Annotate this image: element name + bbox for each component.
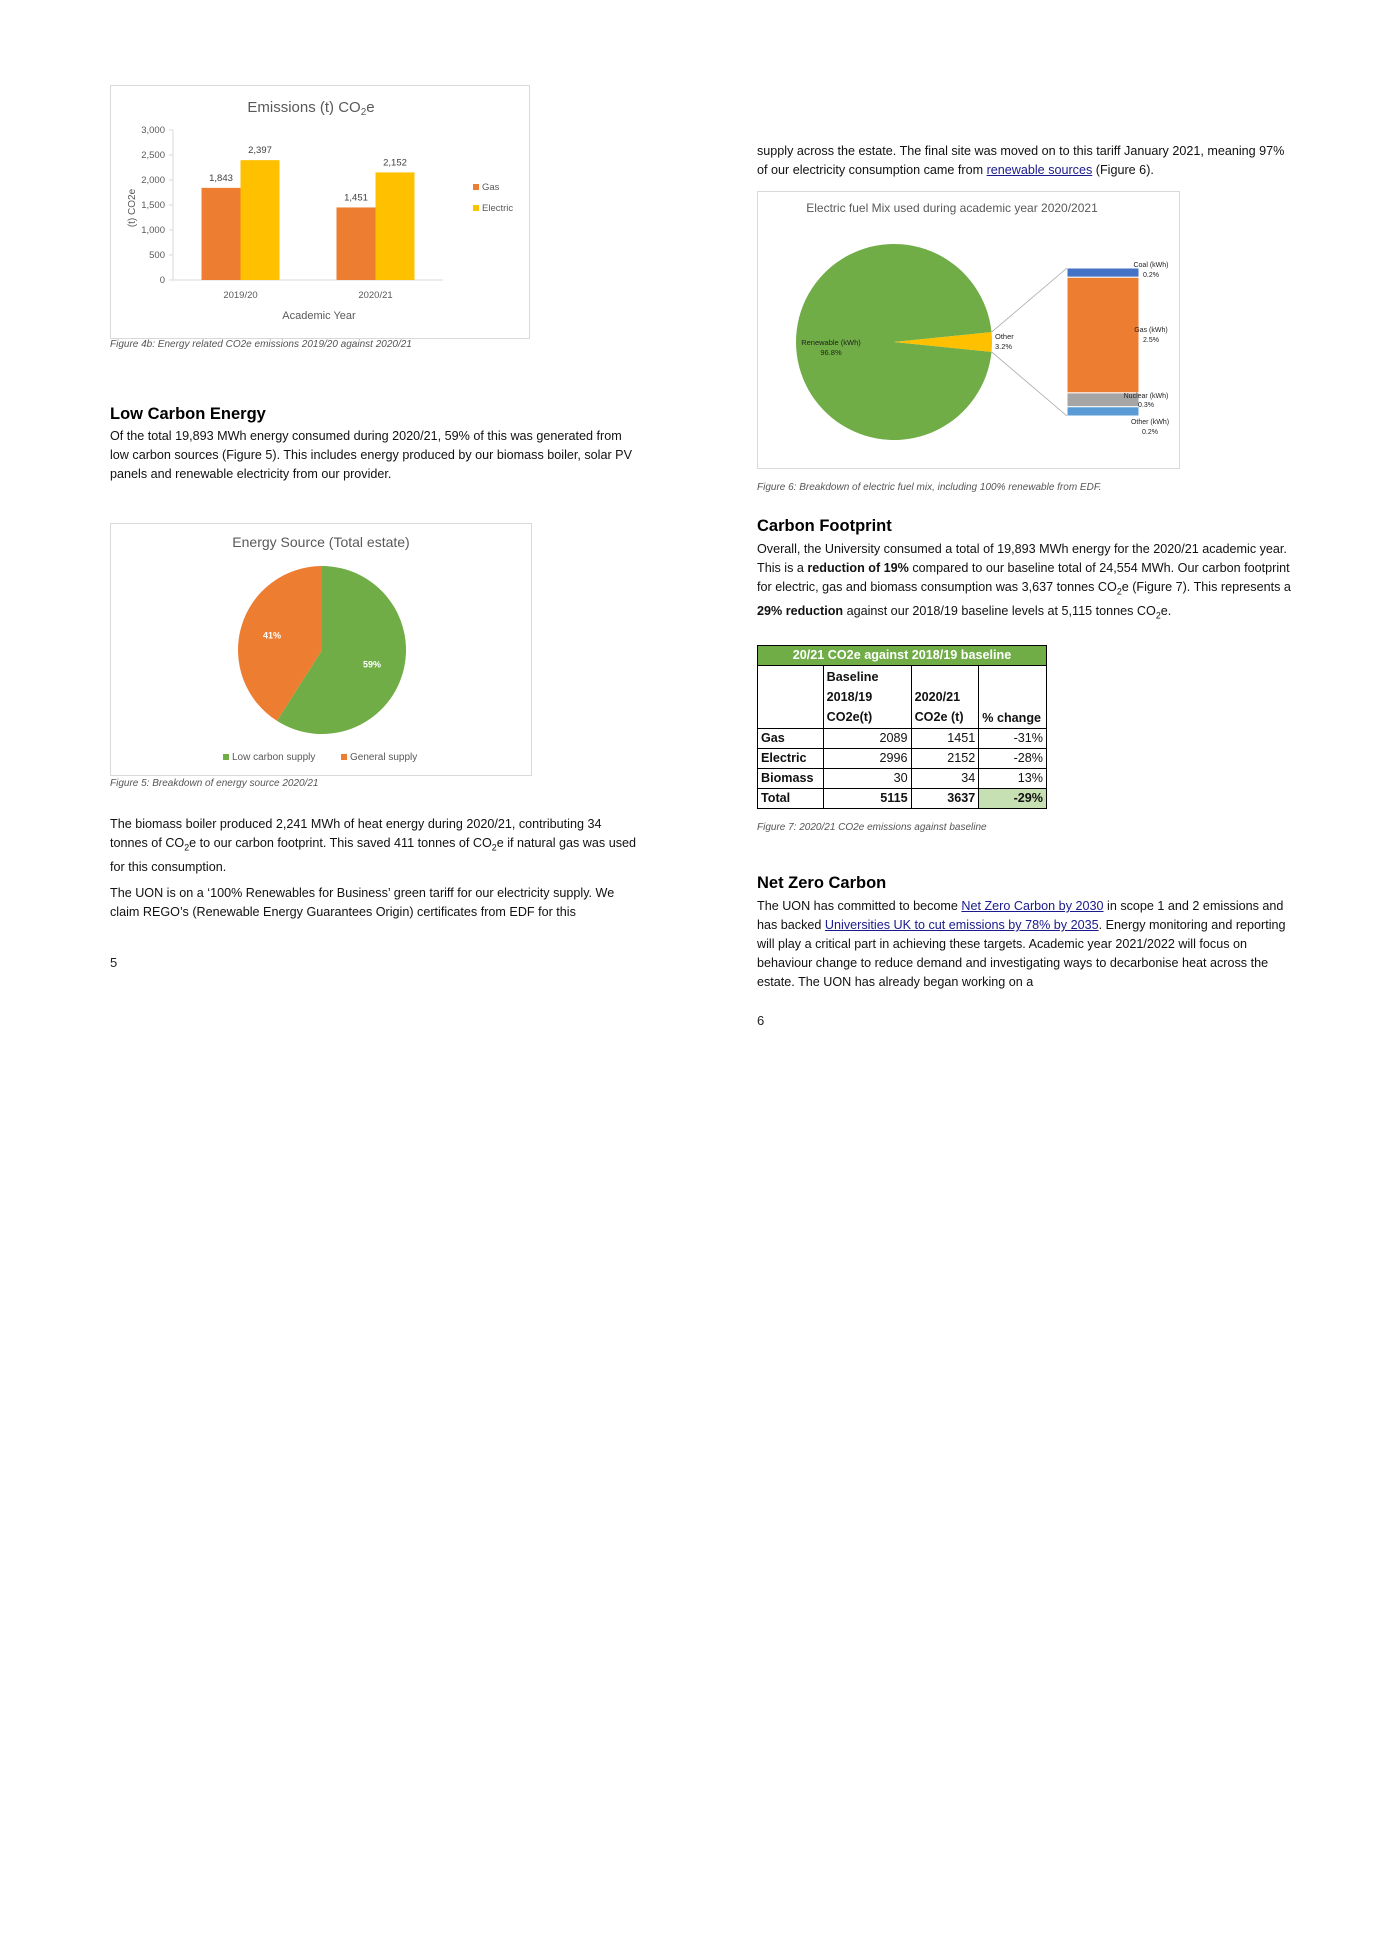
carbon-text-3: e (Figure 7). This represents a <box>1121 580 1291 594</box>
carbon-footprint-paragraph <box>757 540 1292 632</box>
y-tick-label: 1,500 <box>141 200 165 211</box>
renewable-text-1: supply across the estate. The final site was moved on to this tariff January 2021, meaning 97% of our electricity consumption came from <box>757 144 1285 177</box>
chart-title-tail: e <box>366 99 375 116</box>
energy-source-pie-svg <box>111 524 531 775</box>
breakdown-label: Coal (kWh) <box>1133 262 1169 269</box>
row-baseline: 2089 <box>823 729 911 749</box>
universities-uk-link[interactable]: Universities UK to cut emissions by 78% by 2035 <box>824 918 1099 932</box>
pie-data-label: Renewable (kWh) <box>801 338 861 347</box>
renewable-sources-link[interactable]: renewable sources <box>986 163 1093 177</box>
chart-title <box>247 99 374 118</box>
bar <box>202 188 241 280</box>
bar-data-label: 2,397 <box>248 145 272 157</box>
header-baseline-2: 2018/19 <box>826 690 873 704</box>
bar-data-label: 2,152 <box>383 157 407 169</box>
y-tick-label: 2,500 <box>141 150 165 161</box>
connector-line <box>992 352 1067 416</box>
bar-data-label: 1,451 <box>344 192 368 204</box>
carbon-footprint-text <box>757 540 1292 625</box>
legend-swatch <box>473 184 479 190</box>
uon-tariff-paragraph: The UON is on a ‘100% Renewables for Business’ green tariff for our electricity supply. We claim REGO’s (Renewable Energy Guarantees Origin) certificates from EDF for this <box>110 885 615 919</box>
net-zero-text-2: in scope 1 and 2 emissions and has backed <box>757 899 1284 932</box>
emissions-bar-chart-svg <box>111 86 529 338</box>
breakdown-bar-segment <box>1067 407 1139 416</box>
net-zero-2030-link[interactable]: Net Zero Carbon by 2030 <box>961 899 1104 913</box>
legend-label: Electric <box>482 203 514 214</box>
emissions-bar-chart <box>110 85 530 339</box>
row-baseline: 2996 <box>823 749 911 769</box>
bar <box>241 160 280 280</box>
energy-source-pie-chart <box>110 523 532 776</box>
subscript-2: 2 <box>1155 610 1161 621</box>
y-tick-label: 1,000 <box>141 225 165 236</box>
y-tick-label: 500 <box>149 250 165 261</box>
row-current: 2152 <box>911 749 979 769</box>
legend-label: Low carbon supply <box>232 752 316 763</box>
row-label: Electric <box>758 749 824 769</box>
x-tick-label: 2020/21 <box>358 290 393 301</box>
net-zero-text-1: The UON has committed to become <box>757 899 962 913</box>
electric-fuel-mix-svg <box>758 192 1179 468</box>
carbon-bold-1: reduction of 19% <box>807 561 909 575</box>
bar-plot-area <box>141 125 513 301</box>
pie-title: Energy Source (Total estate) <box>232 534 410 550</box>
net-zero-text <box>757 897 1292 992</box>
header-change: % change <box>979 666 1047 729</box>
y-tick-label: 3,000 <box>141 125 165 136</box>
fuel-mix-plot <box>796 244 1169 440</box>
biomass-text-1: The biomass boiler produced 2,241 MWh of heat energy during 2020/21, contributing 34 tonnes of CO <box>110 817 602 850</box>
figure-4b-caption: Figure 4b: Energy related CO2e emissions 2019/20 against 2020/21 <box>110 339 412 350</box>
row-current: 34 <box>911 769 979 789</box>
fuel-mix-title: Electric fuel Mix used during academic year 2020/2021 <box>806 201 1098 215</box>
carbon-text-2: compared to our baseline total of 24,554 MWh. Our carbon footprint for electric, gas and biomass consumption was 3,637 tonnes CO <box>757 561 1290 594</box>
legend-swatch <box>223 754 229 760</box>
breakdown-value: 0.2% <box>1143 272 1159 279</box>
breakdown-value: 0.3% <box>1138 402 1154 409</box>
y-tick-label: 0 <box>159 275 165 286</box>
header-baseline <box>823 666 911 729</box>
figure-6-caption: Figure 6: Breakdown of electric fuel mix, including 100% renewable from EDF. <box>757 482 1102 493</box>
renewable-text <box>757 142 1292 180</box>
breakdown-label: Gas (kWh) <box>1134 327 1168 334</box>
breakdown-label: Nuclear (kWh) <box>1123 393 1169 400</box>
breakdown-bar-segment <box>1067 268 1139 277</box>
row-change: -28% <box>979 749 1047 769</box>
header-empty-cell <box>758 666 824 729</box>
pie-data-label: 41% <box>262 630 281 641</box>
table-total-row <box>758 789 1047 809</box>
bar <box>337 207 376 280</box>
net-zero-heading: Net Zero Carbon <box>757 874 887 892</box>
row-current: 1451 <box>911 729 979 749</box>
breakdown-value: 2.5% <box>1143 337 1159 344</box>
header-baseline-3: CO2e(t) <box>826 710 873 724</box>
y-axis-label: (t) CO2e <box>127 188 138 228</box>
biomass-text-3: e if natural gas was used for this consumption. <box>110 836 637 874</box>
table-title: 20/21 CO2e against 2018/19 baseline <box>758 646 1047 666</box>
chart-title-main: Emissions (t) CO <box>247 99 361 116</box>
low-carbon-paragraph <box>110 427 640 491</box>
breakdown-bar-segment <box>1067 277 1139 393</box>
net-zero-paragraph <box>757 897 1292 999</box>
connector-line <box>992 268 1067 332</box>
biomass-text-2: e to our carbon footprint. This saved 411 tonnes of CO <box>189 836 492 850</box>
x-axis-label: Academic Year <box>282 310 356 322</box>
row-label: Biomass <box>758 769 824 789</box>
row-baseline: 30 <box>823 769 911 789</box>
table-row <box>758 769 1047 789</box>
figure-5-caption: Figure 5: Breakdown of energy source 2020/21 <box>110 778 319 789</box>
y-tick-label: 2,000 <box>141 175 165 186</box>
legend-swatch <box>473 205 479 211</box>
row-label: Total <box>758 789 824 809</box>
pie-legend <box>223 752 417 763</box>
carbon-text-1: Overall, the University consumed a total of 19,893 MWh energy for the 2020/21 academic year. This is a <box>757 542 1287 575</box>
row-label: Gas <box>758 729 824 749</box>
renewable-paragraph <box>757 142 1292 187</box>
pie-data-label: Other <box>995 332 1014 341</box>
low-carbon-text: Of the total 19,893 MWh energy consumed during 2020/21, 59% of this was generated from low carbon sources (Figure 5). This includes energy produced by our biomass boiler, solar PV panels and renewable electricity from our provider. <box>110 429 632 481</box>
chart-title-sub: 2 <box>360 107 367 118</box>
breakdown-value: 0.2% <box>1142 429 1158 436</box>
page-number-right: 6 <box>757 1013 765 1028</box>
carbon-bold-2: 29% reduction <box>757 603 844 618</box>
table-header-row <box>758 666 1047 729</box>
page-number-left: 5 <box>110 955 118 970</box>
carbon-text-4: against our 2018/19 baseline levels at 5,115 tonnes CO <box>843 603 1156 618</box>
header-current-2: CO2e (t) <box>914 710 964 724</box>
subscript-2: 2 <box>491 842 497 853</box>
carbon-footprint-heading: Carbon Footprint <box>757 517 892 535</box>
pie-data-label: 3.2% <box>995 342 1013 351</box>
renewable-text-2: (Figure 6). <box>1092 163 1154 177</box>
table-row <box>758 749 1047 769</box>
low-carbon-heading: Low Carbon Energy <box>110 405 266 423</box>
figure-7-caption: Figure 7: 2020/21 CO2e emissions against baseline <box>757 822 987 833</box>
electric-fuel-mix-chart <box>757 191 1180 469</box>
co2e-baseline-table <box>757 645 1047 809</box>
pie-data-label: 59% <box>363 659 382 670</box>
bar-data-label: 1,843 <box>209 172 233 184</box>
carbon-text-5: e. <box>1160 603 1172 618</box>
pie-data-label: 96.8% <box>820 348 842 357</box>
biomass-paragraph <box>110 815 640 877</box>
table-title-row <box>758 646 1047 666</box>
net-zero-text-3: . Energy monitoring and reporting will play a critical part in achieving these targets. Academic year 2021/2022 will focus on behaviour change to reduce demand and investigating ways to decarbonise heat across the estate. The UON has already began working on a <box>757 918 1286 989</box>
row-change: -31% <box>979 729 1047 749</box>
row-change: -29% <box>979 789 1047 809</box>
header-current <box>911 666 979 729</box>
breakdown-label: Other (kWh) <box>1130 419 1170 426</box>
header-current-1: 2020/21 <box>914 690 961 704</box>
legend-swatch <box>341 754 347 760</box>
legend-label: General supply <box>350 752 418 763</box>
row-baseline: 5115 <box>823 789 911 809</box>
row-current: 3637 <box>911 789 979 809</box>
subscript-2: 2 <box>184 842 190 853</box>
biomass-section <box>110 815 640 929</box>
bar <box>376 172 415 280</box>
subscript-2: 2 <box>1116 586 1122 597</box>
legend-label: Gas <box>482 182 500 193</box>
pie-slices <box>238 566 406 734</box>
row-change: 13% <box>979 769 1047 789</box>
x-tick-label: 2019/20 <box>223 290 258 301</box>
table-row <box>758 729 1047 749</box>
header-baseline-1: Baseline <box>826 670 879 684</box>
